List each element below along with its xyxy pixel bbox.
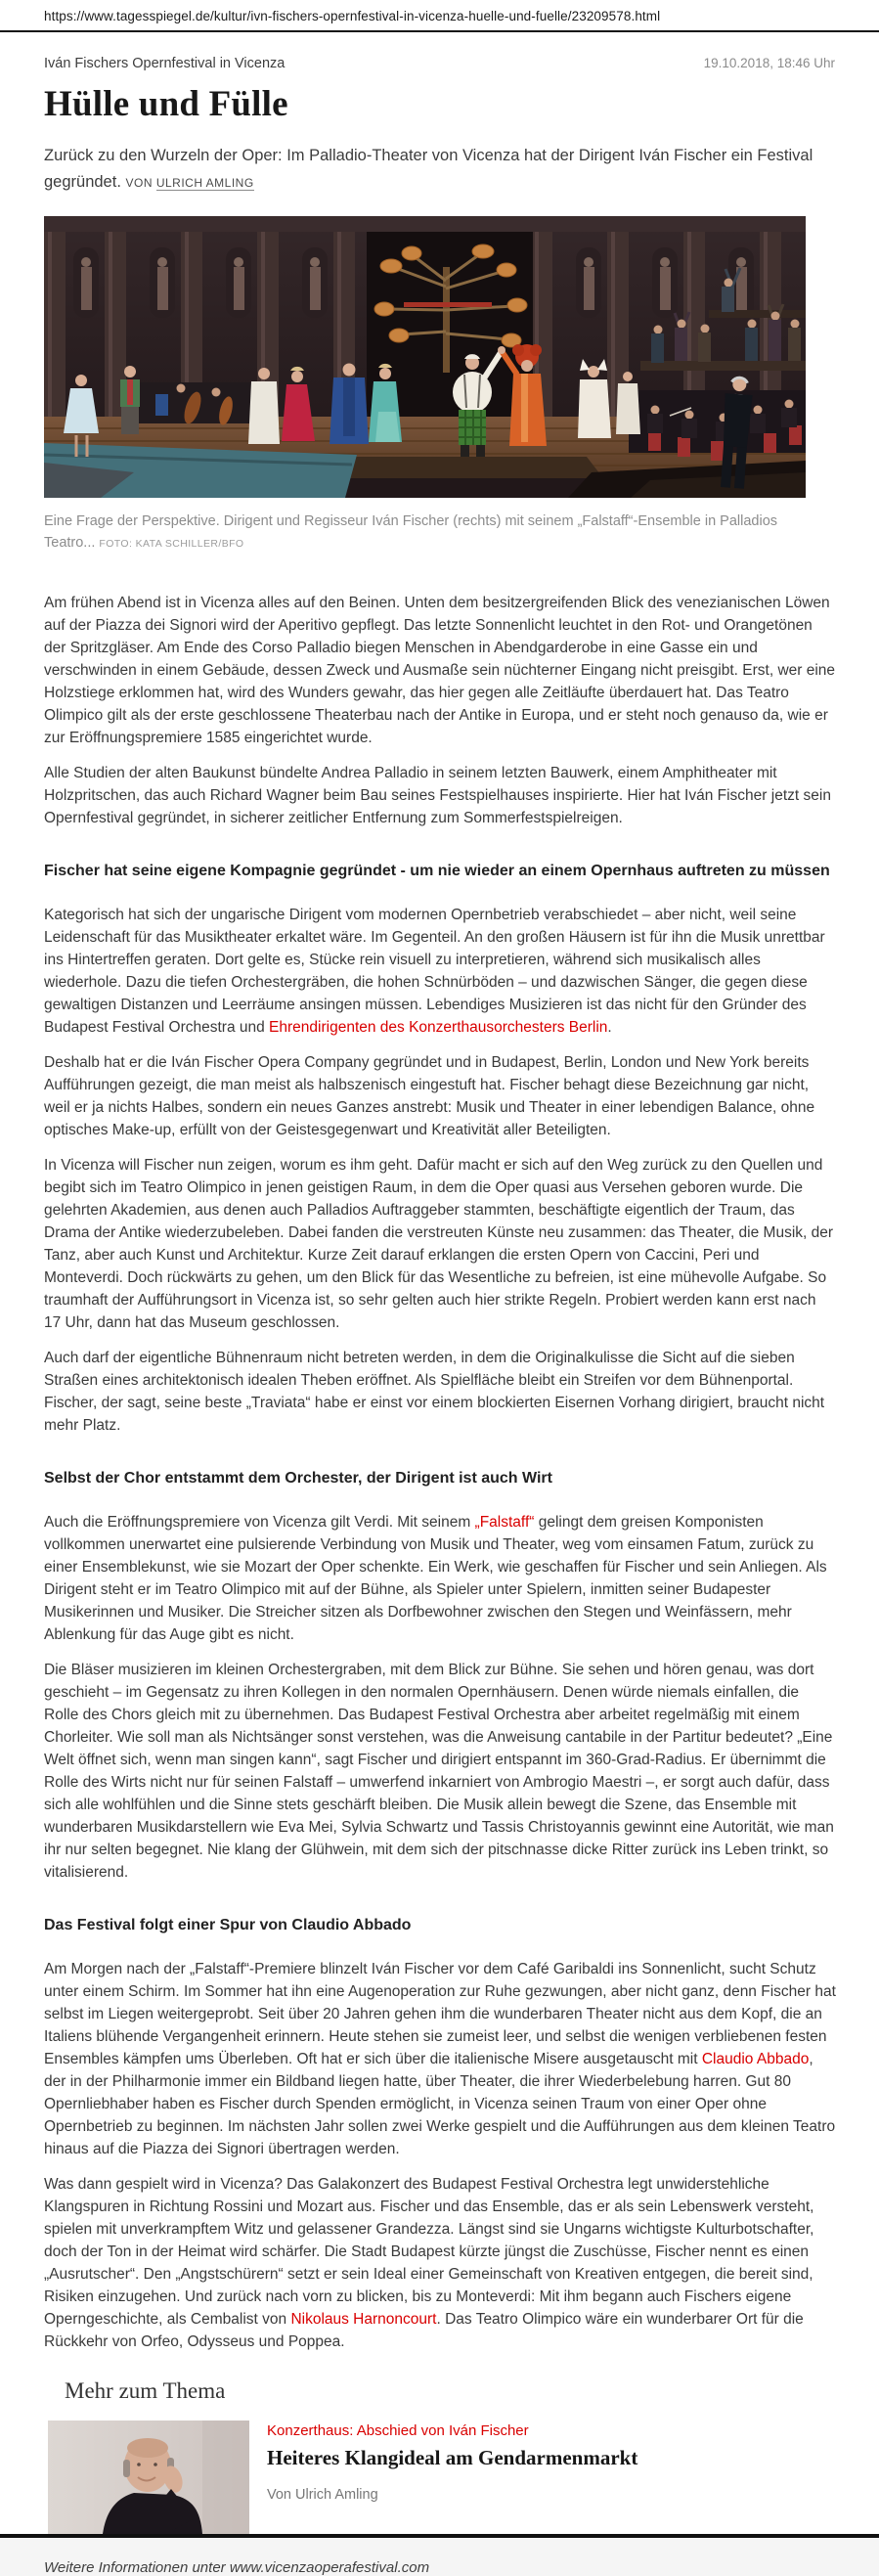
text-segment: In Vicenza will Fischer nun zeigen, worum es ihm geht. Dafür macht er sich auf den Weg zurück zu den Quellen und begibt sich im Teatro Olimpico in jenen geistigen Raum, in dem die Oper quasi aus Versehen geboren wurde. Die gelehrten Akademien, aus denen auch Palladios Auftraggeber stammten, beschäftigte eigentlich der Traum, das Drama der Antike wiederzubeleben. Dabei fanden die verstreuten Künste neu zusammen: das Theater, die Musik, der Tanz, aber auch Kunst und Architektur. Kurze Zeit darauf erklangen die ersten Opern von Caccini, Peri und Monteverdi. Doch rückwärts zu gehen, um den Blick für das Wesentliche zu befreien, ist eine mühevolle Aufgabe. So traumhaft der Aufführungsort in Vicenza ist, so sehr gelten auch hier strikte Regeln. Probiert werden kann erst nach 17 Uhr, dann hat das Museum geschlossen. [44,1157,834,1331]
inline-link[interactable]: Ehrendirigenten des Konzerthausorchesters Berlin [269,1019,608,1036]
left-orchestra [137,382,256,426]
article-paragraph [44,762,836,829]
article-subhead: Das Festival folgt einer Spur von Claudio Abbado [44,1917,412,1933]
inline-link[interactable]: „Falstaff“ [474,1514,535,1531]
article-paragraph [44,1511,836,1646]
photo-credit: FOTO: KATA SCHILLER/BFO [99,538,244,550]
text-segment: Am frühen Abend ist in Vicenza alles auf den Beinen. Unten dem besitzergreifenden Blick des venezianischen Löwen auf der Piazza dei Signori wird der Aperitivo gepflegt. Das letzte Sonnenlicht leuchtet in den Rot- und Orangetönen der Spritzgläser. Am Ende des Corso Palladio biegen Menschen in Abendgarderobe in eine Gasse ein und verschwinden in einem Gebäude, dessen Zweck und Ausmaße sein nüchterner Eingang nicht preisgibt. Erst, wer eine Holzstiege erklommen hat, wird des Wunders gewahr, das hier gegen alle Zeitläufte überdauert hat. Das Teatro Olimpico gilt als der erste geschlossene Theaterbau nach der Antike in Europa, und er steht noch genauso da, wie er zur Eröffnungspremiere 1585 eingerichtet wurde. [44,595,836,746]
right-orchestra [629,390,806,461]
text-segment: Auch darf der eigentliche Bühnenraum nicht betreten werden, in dem die Originalkulisse die Sicht auf die sieben Straßen eines architektonisch idealen Theben eröffnet. Als Spielfläche bleibt ein Streifen vor dem Bühnenportal. Fischer, der sagt, seine beste „Traviata“ habe er einst vor einem blockierten Eisernen Vorhang dirigiert, braucht nicht mehr Platz. [44,1350,825,1434]
related-section-title: Mehr zum Thema [65,2378,226,2403]
article-paragraph [44,2173,836,2353]
related-teaser-text [267,2421,637,2534]
lede-text: Zurück zu den Wurzeln der Oper: Im Palladio-Theater von Vicenza hat der Dirigent Iván Fischer ein Festival gegründet. [44,147,813,191]
text-segment: Am Morgen nach der „Falstaff“-Premiere blinzelt Iván Fischer vor dem Café Garibaldi ins Sonnenlicht, sucht Schutz unter einem Schirm. Im Sommer hat ihn eine Augenoperation zur Ruhe gezwungen, aber nicht ganz, denn Fischer hat selbst im Liegen weitergeprobt. Seit über 20 Jahren gehen ihm die wunderbaren Theater nicht aus dem Kopf, die an Italiens blühende Vergangenheit erinnern. Heute stehen sie zumeist leer, und selbst die wenigen verbliebenen festen Ensembles kämpfen ums Überleben. Oft hat er sich über die italienische Misere ausgetauscht mit [44,1961,836,2067]
related-title-link[interactable]: Heiteres Klangideal am Gendarmenmarkt [267,2446,638,2469]
article-meta-row [44,56,835,71]
publish-date: 19.10.2018, 18:46 Uhr [703,56,835,70]
article-paragraph [44,1154,836,1334]
text-segment: . Das Teatro Olimpico wäre ein wunderbarer Ort für die Rückkehr von Orfeo, Odysseus und Poppea. [44,2311,804,2350]
article-paragraph [44,1958,836,2160]
hero-figure [44,216,835,555]
article-kicker: Iván Fischers Opernfestival in Vicenza [44,56,286,71]
inline-link[interactable]: Nikolaus Harnoncourt [290,2311,437,2328]
page-title: Hülle und Fülle [44,84,288,124]
article-paragraph [44,1659,836,1884]
text-segment: Die Bläser musizieren im kleinen Orchestergraben, mit dem Blick zur Bühne. Sie sehen und hören genau, was dort geschieht – im Gegensatz zu ihren Kollegen in den normalen Opernhäusern. Denen würde niemals einfallen, die Rolle des Chors gleich mit zu übernehmen. Das Budapest Festival Orchestra aber arbeitet regelmäßig mit einem Chorleiter. Wie soll man als Nichtsänger sonst verstehen, was die Anweisung cantabile in der Partitur bedeutet? „Eine Welt öffnet sich, wenn man singen kann“, sagt Fischer und dirigiert entspannt im 360-Grad-Radius. Er übernimmt die Rolle des Wirts nicht nur für seinen Falstaff – umwerfend inkarniert von Ambrogio Maestri –, er sorgt auch dafür, dass sich alle wohlfühlen und die Sinne stets geschärft bleiben. Die Musik allein bewegt die Szene, das Ensemble mit wunderbaren Musikdarstellern wie Eva Mei, Sylvia Schwartz und Tassis Christoyannis gewinnt eine Autorität, wie man ihr nur selten begegnet. Nie klang der Glühwein, mit dem sich der pitschnasse dicke Ritter zurück ins Leben trinkt, so vitalisierend. [44,1662,834,1881]
article-paragraph [44,1051,836,1141]
text-segment: . [607,1019,612,1036]
article-lede [44,143,826,197]
hero-image [44,216,806,498]
article-body [44,592,836,2353]
related-byline: Von Ulrich Amling [267,2487,378,2503]
related-kicker-link[interactable]: Konzerthaus: Abschied von Iván Fischer [267,2422,529,2439]
article-paragraph [44,904,836,1039]
article-paragraph [44,592,836,749]
author-link[interactable]: ULRICH AMLING [155,176,254,190]
text-segment: Alle Studien der alten Baukunst bündelte Andrea Palladio in seinem letzten Bauwerk, einem Amphitheater mit Holzpritschen, das auch Richard Wagner beim Bau seines Festspielhauses inspirierte. Hier hat Iván Fischer jetzt sein Opernfestival gegründet, in sicherer zeitlicher Entfernung zum Sommerfestspielreigen. [44,765,831,826]
article-subhead: Fischer hat seine eigene Kompagnie gegründet - um nie wieder an einem Opernhaus auftreten zu müssen [44,863,830,879]
inline-link[interactable]: Claudio Abbado [701,2051,810,2067]
text-segment: , der in der Philharmonie immer ein Bildband liegen hatte, über Theater, die ihrer Wiederbelebung harren. Gut 80 Opernliebhaber haben es Fischer durch Spenden ermöglicht, in Vicenza seinen Traum von einer Oper ohne Opernbetrieb zu beginnen. Im nächsten Jahr sollen zwei Werke gespielt und die Aufführungen aus dem kleinen Teatro hinaus auf die Piazza dei Signori übertragen werden. [44,2051,836,2157]
byline-prefix: VON [125,176,156,190]
page-footer [0,2534,879,2576]
article-subhead: Selbst der Chor entstammt dem Orchester, der Dirigent ist auch Wirt [44,1470,552,1487]
text-segment: Auch die Eröffnungspremiere von Vicenza gilt Verdi. Mit seinem [44,1514,475,1531]
related-thumbnail-image[interactable] [48,2421,249,2534]
article-paragraph [44,1347,836,1437]
main-content [0,32,879,2534]
text-segment: Was dann gespielt wird in Vicenza? Das Galakonzert des Budapest Festival Orchestra legt unwiderstehliche Klangspuren in Richtung Rossini und Mozart aus. Fischer und das Ensemble, das er als sein Lebenswerk versteht, spielen mit unverkrampftem Witz und gelassener Grandezza. Längst sind sie Ungarns wichtigste Kulturbotschafter, doch der Ton in der Heimat wird schärfer. Die Stadt Budapest kürzte jüngst die Zuschüsse, Fischer nennt es einen „Ausrutscher“. Den „Angstschürern“ setzt er sein Ideal einer Gemeinschaft von Kreativen entgegen, die bereit sind, Risiken einzugehen. Und zurück nach vorn zu blicken, bis zu Monteverdi: Mit ihm begann auch Fischers eigene Operngeschichte, als Cembalist von [44,2176,814,2328]
text-segment: Kategorisch hat sich der ungarische Dirigent vom modernen Opernbetrieb verabschiedet – aber nicht, weil seine Leidenschaft für das Musiktheater erkaltet wäre. Im Gegenteil. An den großen Häusern ist für ihn die Musik unrettbar ins Hintertreffen geraten. Dort gelte es, Stücke rein visuell zu interpretieren, während sich musikalisch alles wiederhole. Dazu die tiefen Orchestergräben, die hohen Schnürböden – und dazwischen Sänger, die gegen diese gewaltigen Distanzen und Leerräume ansingen müssen. Lebendiges Musizieren ist das nicht für den Gründer des Budapest Festival Orchestra und [44,907,825,1036]
hero-caption-text: Eine Frage der Perspektive. Dirigent und Regisseur Iván Fischer (rechts) mit seinem „Falstaff“-Ensemble in Palladios Teatro... [44,513,778,551]
footer-note: Weitere Informationen unter www.vicenzaoperafestival.com [44,2559,430,2576]
url-bar: https://www.tagesspiegel.de/kultur/ivn-fischers-opernfestival-in-vicenza-huelle-und-fuelle/23209578.html [0,0,879,32]
byline [125,176,253,191]
hero-caption [44,511,806,555]
text-segment: Deshalb hat er die Iván Fischer Opera Company gegründet und in Budapest, Berlin, London und New York bereits Aufführungen gezeigt, die man meist als halbszenisch eingestuft hat. Fischer behagt diese Bezeichnung gar nicht, weil er ja nichts Halbes, sondern ein neues Ganzes anstrebt: Musik und Theater in einer lebendigen Balance, ohne optisches Make-up, erfüllt von der Geistesgegenwart und Kreativität aller Beteiligten. [44,1054,815,1138]
text-segment: gelingt dem greisen Komponisten vollkommen unerwartet eine pulsierende Verbindung von Musik und Theater, weg vom einsamen Fatum, zurück zu einer Ensemblekunst, wie sie Mozart der Oper schenkte. Ein Werk, wie geschaffen für Fischer und sein Anliegen. Als Dirigent steht er im Teatro Olimpico mit auf der Bühne, als Spieler unter Spielern, inmitten seiner Budapester Musikerinnen und Musiker. Die Streicher sitzen als Dorfbewohner zwischen den Stegen und Weinfässern, mehr Ablenkung für das Auge gibt es nicht. [44,1514,827,1643]
related-teaser [48,2421,835,2534]
